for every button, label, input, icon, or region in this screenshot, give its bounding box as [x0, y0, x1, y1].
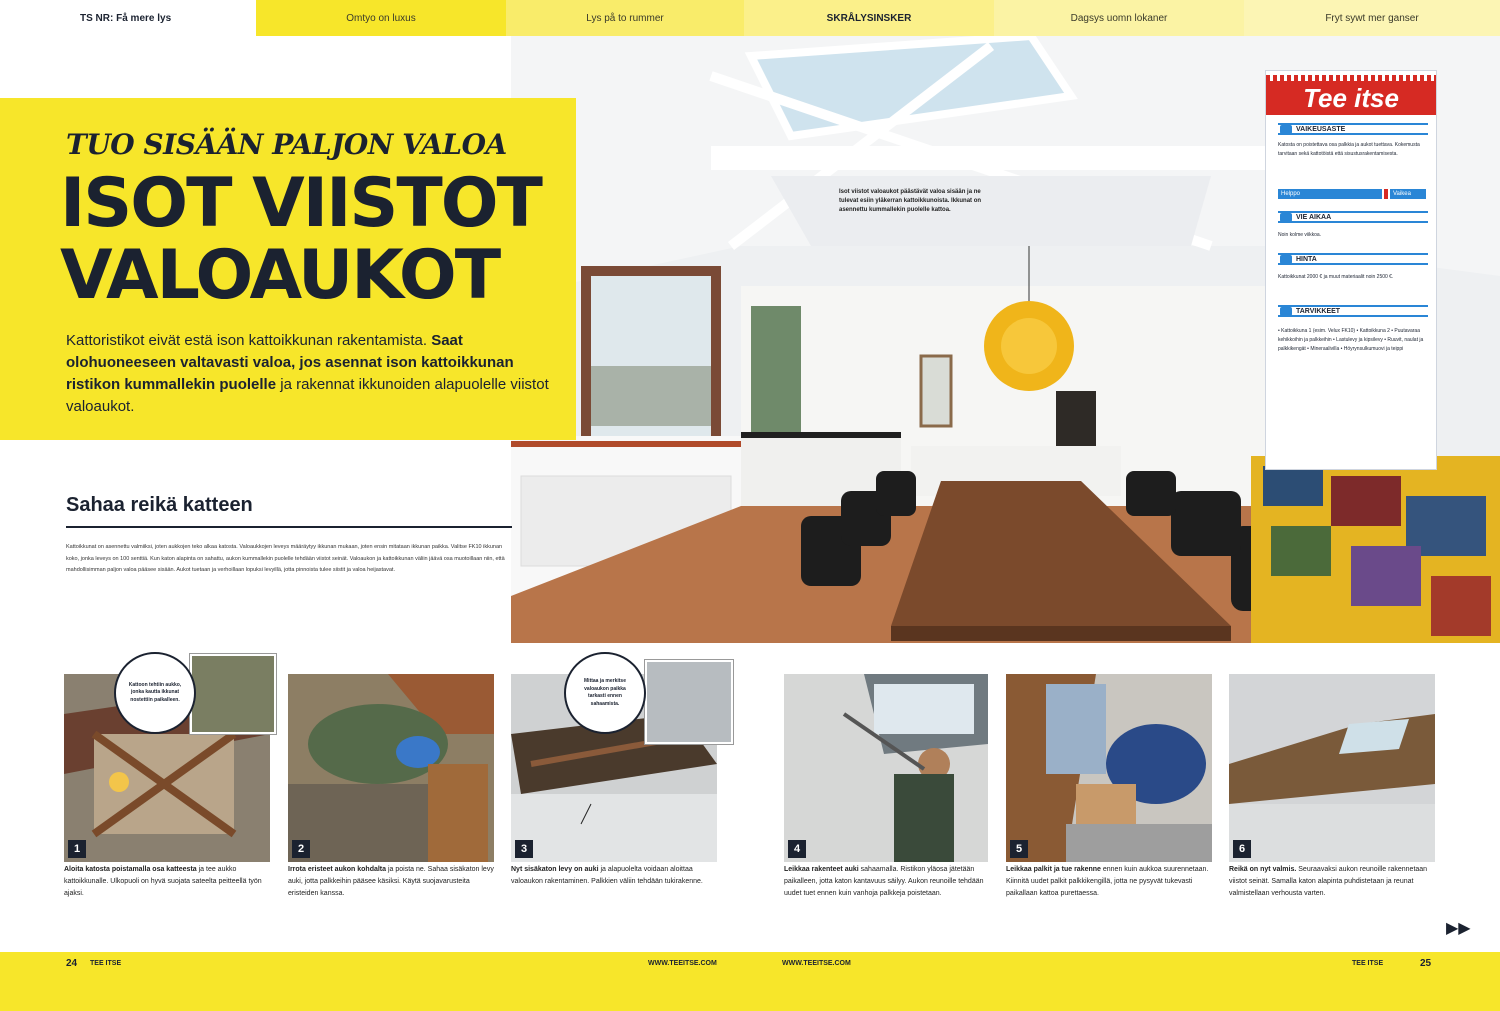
nav-item-2[interactable]: Lys på to rummer [506, 0, 744, 36]
step-3-inset-photo [645, 660, 733, 744]
section-body: Kattoikkunat on asennettu valmiiksi, joten aukkojen teko alkaa katosta. Valoaukkojen leveys määräytyy ikkunan mukaan, joten ensin mitataan ikkunan paikka. Valitse FK10 ikkunan koko, jonka leveys on 100 senttiä. Kun katon alapinta on sahattu, aukon kummallekin puolelle tehdään viistot seinät. Valoaukon ja kattoikkunan väliin jäävä osa muotoillaan niin, että mahdollisimman paljon valoa pääsee sisään. Aukot tuetaan ja verhoillaan lopuksi levyillä, jotta pinnoista tulee siistit ja valoa heijastavat. [66, 544, 505, 573]
headline [60, 164, 541, 315]
insulation-photo [288, 674, 494, 862]
step-photo-5 [1006, 674, 1212, 862]
section-title: Sahaa reikä katteen [66, 494, 253, 516]
nav-item-3[interactable]: SKRÅLYSINSKER [744, 0, 994, 36]
heading-text: VIE AIKAA [1296, 214, 1332, 221]
step-caption-6 [1229, 864, 1435, 900]
caption-text: ennen kuin aukkoa suurennetaan. Kiinnitä uudet palkit palkkikengillä, jotta ne pysyvät tukevasti paikallaan kattoa purettaessa. [1006, 866, 1209, 897]
nav-item-4[interactable]: Dagsys uomn lokaner [994, 0, 1244, 36]
wrench-icon [1280, 125, 1292, 134]
lead-bold: Saat olohuoneeseen valtavasti valoa, jos asennat ison kattoikkunan ristikon kummallekin puolelle [66, 332, 514, 393]
caption-text: ja poista ne. Sahaa sisäkaton levy auki, jotta palkkeihin pääsee käsiksi. Käytä suojavarusteita eristeiden kanssa. [288, 866, 494, 897]
step-caption-2 [288, 864, 494, 900]
difficulty-marker [1384, 189, 1388, 199]
caption-text: Seuraavaksi aukon reunoille rakennetaan viistot seinät. Samalla katon alapinta puhdistetaan ja reunat valmistellaan verhousta varten. [1229, 866, 1428, 897]
step-caption-1 [64, 864, 264, 900]
sawing-photo [784, 674, 988, 862]
step-caption-5 [1006, 864, 1212, 900]
nav-item-0[interactable]: TS NR: Få mere lys [0, 0, 256, 36]
headline-line-2: VALOAUKOT [60, 236, 500, 315]
tee-text-time: Noin kolme viikkoa. [1278, 232, 1322, 238]
right-magazine-name: TEE ITSE [1352, 960, 1384, 967]
tee-heading-difficulty [1278, 123, 1428, 135]
nav-item-5[interactable]: Fryt sywt mer ganser [1244, 0, 1500, 36]
beam-support-photo [1006, 674, 1212, 862]
tee-itse-box [1265, 70, 1437, 470]
headline-line-1: ISOT VIISTOT [60, 164, 541, 243]
step-3-bubble: Mittaa ja merkitse valoaukon paikka tarkasti ennen sahaamista. [564, 652, 646, 734]
tee-heading-materials [1278, 305, 1428, 317]
step-photo-2 [288, 674, 494, 862]
forward-arrows-icon[interactable]: ▶▶ [1446, 920, 1471, 937]
step-photo-6 [1229, 674, 1435, 862]
kicker: TUO SISÄÄN PALJON VALOA [66, 128, 507, 161]
caption-text: ja tee aukko kattoikkunalle. Ulkopuoli on hyvä suojata sateelta peitteellä työn ajaksi. [64, 866, 262, 897]
heading-text: VAIKEUSASTE [1296, 126, 1346, 133]
caption-bold: Nyt sisäkaton levy on auki [511, 866, 599, 873]
step-1-inset-photo [190, 654, 276, 734]
lead-paragraph [66, 330, 556, 418]
nav-item-1[interactable]: Omtyo on luxus [256, 0, 506, 36]
difficulty-right: Vaikea [1390, 189, 1426, 199]
step-number-1: 1 [68, 840, 86, 858]
heading-text: HINTA [1296, 256, 1317, 263]
right-url[interactable]: WWW.TEEITSE.COM [782, 960, 851, 967]
section-rule [66, 526, 512, 528]
caption-bold: Aloita katosta poistamalla osa katteesta [64, 866, 197, 873]
tee-text-difficulty: Katosta on poistettava osa palkkia ja aukot tuettava. Kokemusta tarvitaan sekä kattotöistä että sisustusrakentamisesta. [1278, 142, 1420, 157]
left-page-number: 24 [66, 958, 78, 969]
clock-icon [1280, 213, 1292, 222]
step-caption-4 [784, 864, 988, 900]
tee-text-materials: • Kattoikkuna 1 (esim. Velux FK10) • Kattoikkuna 2 • Puutavaraa kehikkoihin ja palkkeihin • Lastulevy ja kipsilevy • Ruuvit, naulat ja palkkikengät • Mineraalivilla • Höyrynsulkumuovi ja teippi [1278, 328, 1424, 352]
step-caption-3 [511, 864, 717, 888]
caption-text: ja alapuolelta voidaan aloittaa valoaukon rakentaminen. Palkkien väliin tehdään tukirakenne. [511, 866, 703, 885]
difficulty-bar [1278, 189, 1428, 199]
left-magazine-name: TEE ITSE [90, 960, 122, 967]
list-icon [1280, 307, 1292, 316]
caption-bold: Leikkaa palkit ja tue rakenne [1006, 866, 1101, 873]
caption-bold: Reikä on nyt valmis. [1229, 866, 1297, 873]
finished-hole-photo [1229, 674, 1435, 862]
tee-itse-banner: Tee itse [1266, 81, 1436, 115]
step-number-4: 4 [788, 840, 806, 858]
tee-heading-price [1278, 253, 1428, 265]
lead-plain-1: Kattoristikot eivät estä ison kattoikkunan rakentamista. [66, 332, 432, 349]
left-url[interactable]: WWW.TEEITSE.COM [648, 960, 717, 967]
step-number-3: 3 [515, 840, 533, 858]
step-number-5: 5 [1010, 840, 1028, 858]
hero-caption: Isot viistot valoaukot päästävät valoa sisään ja ne tulevat esiin yläkerran kattoikkunoista. Ikkunat on asennettu kummallekin puolelle kattoa. [839, 189, 982, 213]
tee-text-price: Kattoikkunat 2000 € ja muut materiaalit noin 2500 €. [1278, 274, 1394, 280]
lead-plain-2: ja rakennat ikkunoiden alapuolelle viistot valoaukot. [66, 376, 549, 415]
page-footer [0, 952, 1500, 1011]
step-number-6: 6 [1233, 840, 1251, 858]
step-number-2: 2 [292, 840, 310, 858]
tee-heading-time [1278, 211, 1428, 223]
top-nav [0, 0, 1500, 36]
euro-icon [1280, 255, 1292, 264]
right-page-number: 25 [1420, 958, 1432, 969]
difficulty-left: Helppo [1278, 189, 1382, 199]
step-photo-4 [784, 674, 988, 862]
caption-bold: Irrota eristeet aukon kohdalta [288, 866, 387, 873]
caption-text: sahaamalla. Ristikon yläosa jätetään paikalleen, jotta katon kantavuus säilyy. Aukon reunoille tehdään uudet tuet ennen kuin vanhoja palkkeja poistetaan. [784, 866, 984, 897]
step-1-bubble: Kattoon tehtiin aukko, jonka kautta ikkunat nostettiin paikalleen. [114, 652, 196, 734]
heading-text: TARVIKKEET [1296, 308, 1341, 315]
caption-bold: Leikkaa rakenteet auki [784, 866, 859, 873]
